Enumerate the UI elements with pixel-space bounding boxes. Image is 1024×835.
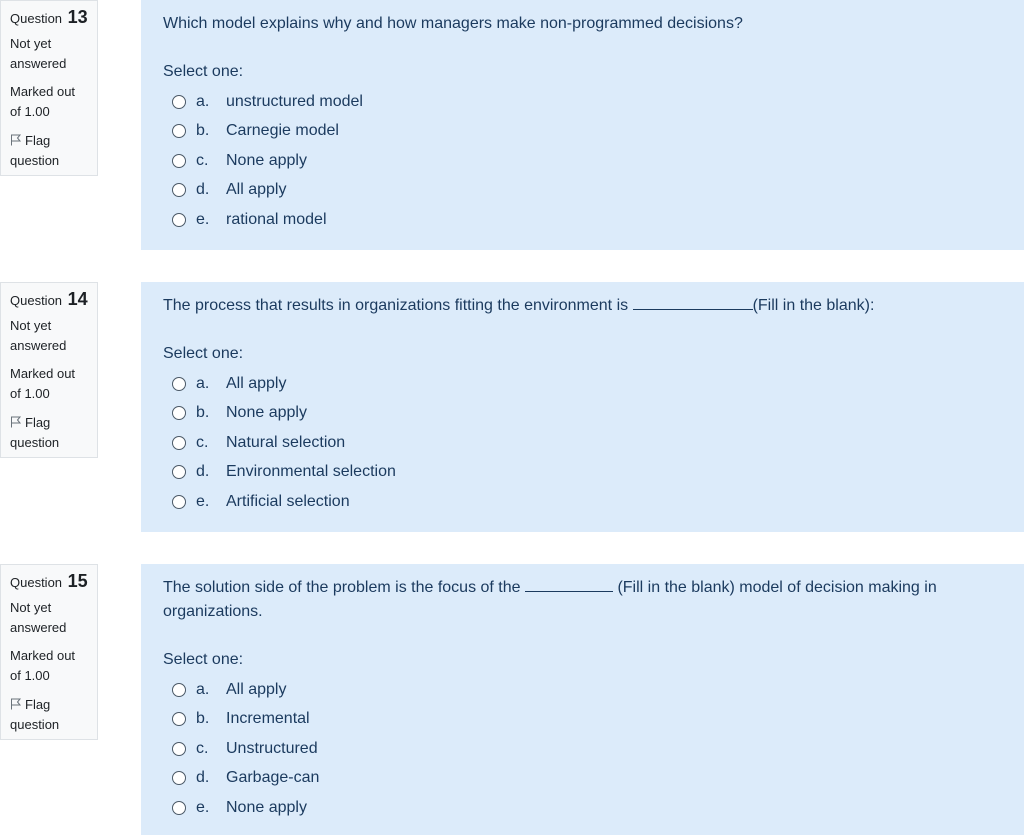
radio-button[interactable] [172, 465, 186, 479]
answer-list [163, 369, 1002, 517]
answer-letter: b. [196, 404, 210, 422]
question-text-before: The solution side of the problem is the focus of the [163, 579, 521, 596]
answer-letter: c. [196, 739, 209, 757]
question-label: Question [10, 11, 63, 26]
question-info [0, 564, 98, 740]
radio-button[interactable] [172, 712, 186, 726]
radio-button[interactable] [172, 771, 186, 785]
question-info [0, 282, 98, 458]
flag-icon [10, 416, 22, 428]
answer-text: All apply [226, 374, 287, 392]
flag-question-label: Flag question [10, 133, 60, 168]
answer-letter: b. [196, 710, 210, 728]
answer-letter: a. [196, 374, 210, 392]
answer-option-d[interactable] [163, 764, 1002, 794]
answer-option-d[interactable] [163, 458, 1002, 488]
answer-letter: a. [196, 92, 210, 110]
answer-letter: d. [196, 181, 210, 199]
answer-letter: e. [196, 492, 210, 510]
answer-text: rational model [226, 210, 327, 228]
answer-letter: b. [196, 122, 210, 140]
flag-question-button[interactable] [10, 695, 89, 735]
answer-text: All apply [226, 181, 287, 199]
answer-option-c[interactable] [163, 428, 1002, 458]
answer-letter: d. [196, 769, 210, 787]
select-prompt: Select one: [163, 651, 244, 668]
answer-letter: e. [196, 798, 210, 816]
answer-option-d[interactable] [163, 176, 1002, 206]
answer-option-a[interactable] [163, 675, 1002, 705]
question-state: Not yet answered [10, 36, 67, 71]
flag-icon [10, 134, 22, 146]
radio-button[interactable] [172, 801, 186, 815]
flag-question-button[interactable] [10, 413, 89, 453]
radio-button[interactable] [172, 377, 186, 391]
answer-letter: d. [196, 463, 210, 481]
radio-button[interactable] [172, 683, 186, 697]
answer-text: Environmental selection [226, 463, 396, 481]
flag-question-label: Flag question [10, 415, 60, 450]
question-content [141, 282, 1024, 532]
question-text [163, 576, 1002, 624]
answer-option-a[interactable] [163, 369, 1002, 399]
answer-option-b[interactable] [163, 399, 1002, 429]
answer-text: Garbage-can [226, 769, 320, 787]
question-info [0, 0, 98, 176]
answer-text: None apply [226, 404, 307, 422]
answer-text: None apply [226, 151, 307, 169]
fill-in-blank [525, 577, 613, 592]
answer-text: Incremental [226, 710, 310, 728]
question-state: Not yet answered [10, 600, 67, 635]
answer-text: unstructured model [226, 92, 363, 110]
radio-button[interactable] [172, 495, 186, 509]
question-state: Not yet answered [10, 318, 67, 353]
answer-text: Carnegie model [226, 122, 339, 140]
question-grade: Marked out of 1.00 [10, 648, 76, 683]
answer-text: Artificial selection [226, 492, 350, 510]
question-number-value: 15 [67, 571, 88, 591]
radio-button[interactable] [172, 95, 186, 109]
question-text-after: (Fill in the blank): [752, 297, 875, 314]
question-text [163, 294, 1002, 318]
question-text: Which model explains why and how managers make non-programmed decisions? [163, 15, 743, 32]
radio-button[interactable] [172, 213, 186, 227]
question-number-value: 13 [67, 7, 88, 27]
question-text-after: (Fill in the blank) model of decision making in organizations. [163, 579, 937, 620]
question-number [10, 571, 89, 598]
radio-button[interactable] [172, 124, 186, 138]
answer-letter: e. [196, 210, 210, 228]
answer-option-e[interactable] [163, 793, 1002, 823]
answer-list [163, 675, 1002, 823]
fill-in-blank [633, 295, 753, 310]
answer-option-a[interactable] [163, 87, 1002, 117]
answer-option-e[interactable] [163, 487, 1002, 517]
question-number [10, 289, 89, 316]
question-number-value: 14 [67, 289, 88, 309]
radio-button[interactable] [172, 406, 186, 420]
select-prompt: Select one: [163, 345, 244, 362]
radio-button[interactable] [172, 154, 186, 168]
answer-text: Unstructured [226, 739, 318, 757]
answer-letter: c. [196, 151, 209, 169]
answer-option-b[interactable] [163, 117, 1002, 147]
answer-option-c[interactable] [163, 734, 1002, 764]
question-content [141, 564, 1024, 835]
question-content [141, 0, 1024, 250]
question-text-before: The process that results in organizations fitting the environment is [163, 297, 629, 314]
answer-option-b[interactable] [163, 705, 1002, 735]
flag-question-button[interactable] [10, 131, 89, 171]
radio-button[interactable] [172, 742, 186, 756]
question-grade: Marked out of 1.00 [10, 366, 76, 401]
answer-list [163, 87, 1002, 235]
question-label: Question [10, 575, 63, 590]
question-grade: Marked out of 1.00 [10, 84, 76, 119]
flag-question-label: Flag question [10, 697, 60, 732]
answer-text: None apply [226, 798, 307, 816]
answer-text: All apply [226, 680, 287, 698]
answer-letter: c. [196, 433, 209, 451]
flag-icon [10, 698, 22, 710]
answer-option-e[interactable] [163, 205, 1002, 235]
select-prompt: Select one: [163, 63, 244, 80]
question-number [10, 7, 89, 34]
question-label: Question [10, 293, 63, 308]
radio-button[interactable] [172, 436, 186, 450]
answer-option-c[interactable] [163, 146, 1002, 176]
answer-text: Natural selection [226, 433, 346, 451]
answer-letter: a. [196, 680, 210, 698]
radio-button[interactable] [172, 183, 186, 197]
